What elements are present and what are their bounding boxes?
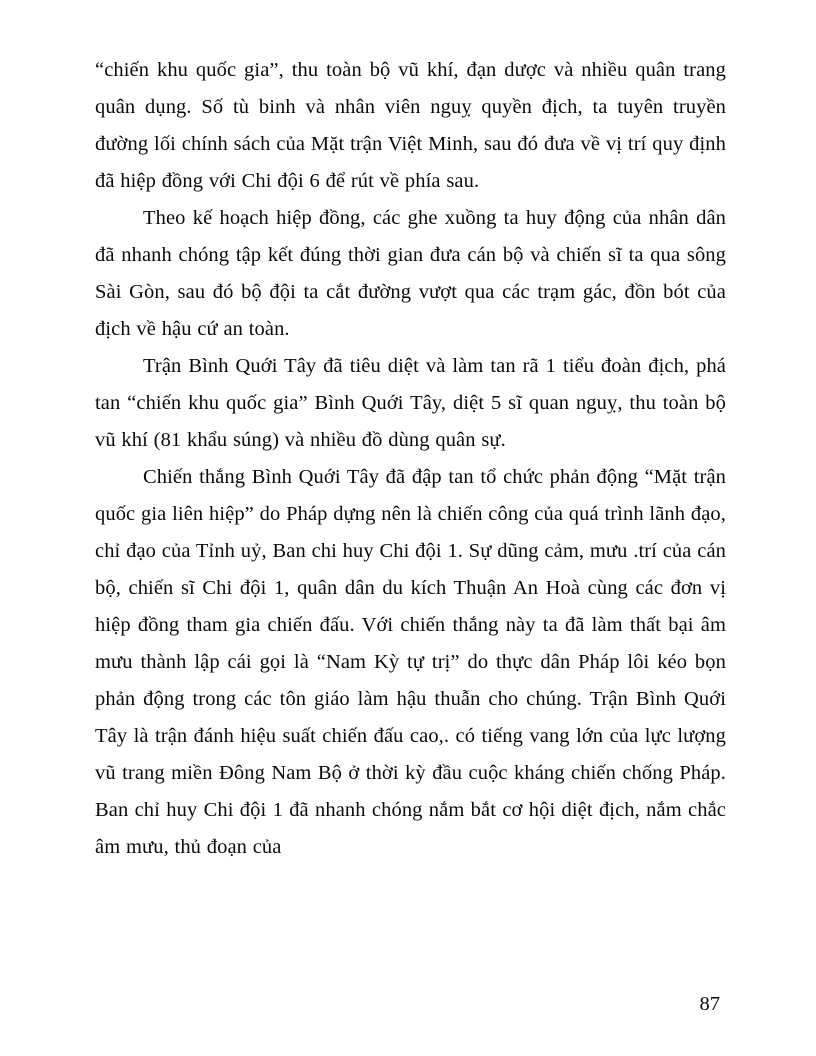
page-number: 87 [699,992,720,1015]
paragraph-1: “chiến khu quốc gia”, thu toàn bộ vũ khí, đạn dược và nhiều quân trang quân dụng. Số tù binh và nhân viên nguỵ quyền địch, ta tuyên truyền đường lối chính sách của Mặt trận Việt Minh, sau đó đưa về vị trí quy định đã hiệp đồng với Chi đội 6 để rút về phía sau. [95,59,726,192]
paragraph-3: Trận Bình Quới Tây đã tiêu diệt và làm tan rã 1 tiểu đoàn địch, phá tan “chiến khu quốc gia” Bình Quới Tây, diệt 5 sĩ quan nguỵ, thu toàn bộ vũ khí (81 khẩu súng) và nhiều đồ dùng quân sự. [95,355,726,451]
page-body [95,52,726,866]
paragraph-2: Theo kế hoạch hiệp đồng, các ghe xuồng ta huy động của nhân dân đã nhanh chóng tập kết đúng thời gian đưa cán bộ và chiến sĩ ta qua sông Sài Gòn, sau đó bộ đội ta cắt đường vượt qua các trạm gác, đồn bót của địch về hậu cứ an toàn. [95,207,726,340]
paragraph-4: Chiến thắng Bình Quới Tây đã đập tan tổ chức phản động “Mặt trận quốc gia liên hiệp” do Pháp dựng nên là chiến công của quá trình lãnh đạo, chỉ đạo của Tỉnh uỷ, Ban chi huy Chi đội 1. Sự dũng cảm, mưu .trí của cán bộ, chiến sĩ Chi đội 1, quân dân du kích Thuận An Hoà cùng các đơn vị hiệp đồng tham gia chiến đấu. Với chiến thắng này ta đã làm thất bại âm mưu thành lập cái gọi là “Nam Kỳ tự trị” do thực dân Pháp lôi kéo bọn phản động trong các tôn giáo làm hậu thuẫn cho chúng. Trận Bình Quới Tây là trận đánh hiệu suất chiến đấu cao,. có tiếng vang lớn của lực lượng vũ trang miền Đông Nam Bộ ở thời kỳ đầu cuộc kháng chiến chống Pháp. Ban chỉ huy Chi đội 1 đã nhanh chóng nắm bắt cơ hội diệt địch, nắm chắc âm mưu, thủ đoạn của [95,466,726,858]
